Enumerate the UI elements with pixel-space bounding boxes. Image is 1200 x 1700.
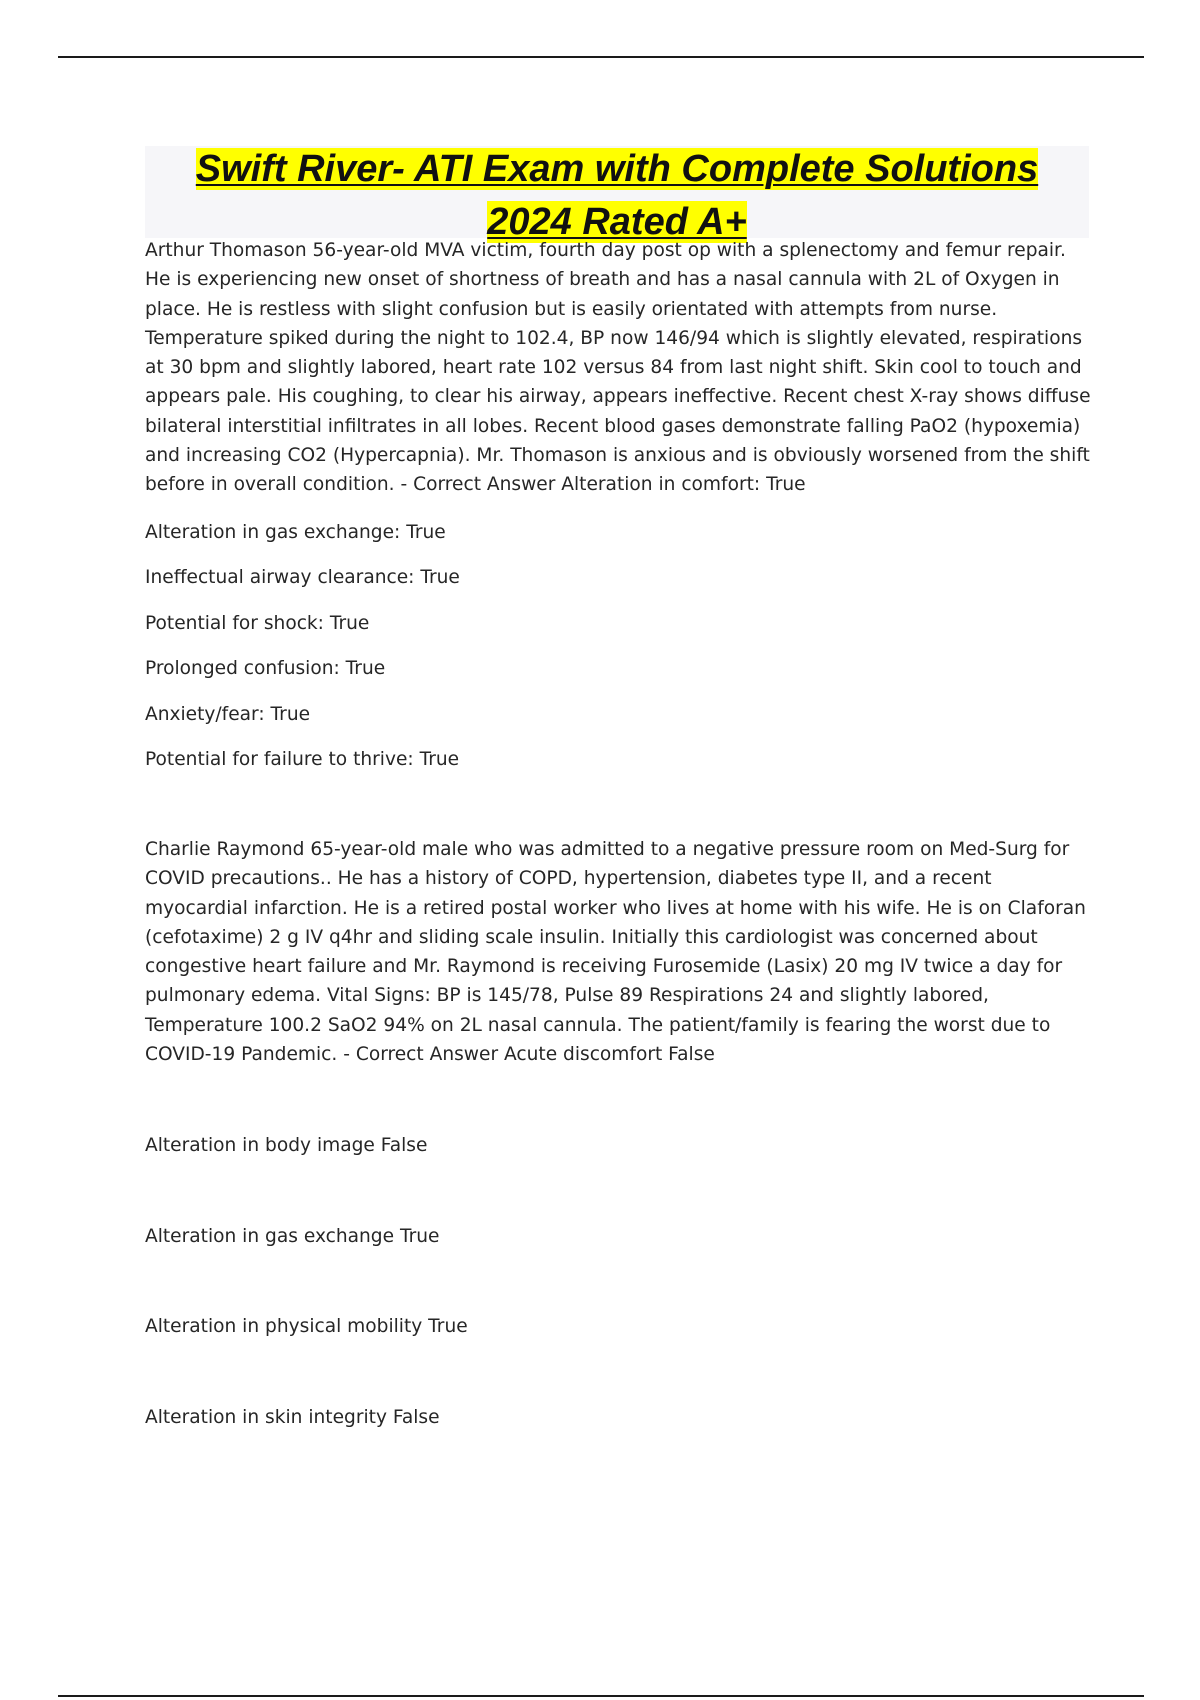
case1-answer: Prolonged confusion: True xyxy=(145,658,386,679)
case1-paragraph: Arthur Thomason 56-year-old MVA victim, fourth day post op with a splenectomy and femur repair. He is experiencing new onset of shortness of breath and has a nasal cannula with 2L of Oxygen in place. He is restless with slight confusion but is easily orientated with attempts from nurse. Temperature spiked during the night to 102.4, BP now 146/94 which is slightly elevated, respirations at 30 bpm and slightly labored, heart rate 102 versus 84 from last night shift. Skin cool to touch and appears pale. His coughing, to clear his airway, appears ineffective. Recent chest X-ray shows diffuse bilateral interstitial infiltrates in all lobes. Recent blood gases demonstrate falling PaO2 (hypoxemia) and increasing CO2 (Hypercapnia). Mr. Thomason is anxious and is obviously worsened from the shift before in overall condition. - Correct Answer Alteration in comfort: True xyxy=(145,240,1091,496)
case2-answer: Alteration in skin integrity False xyxy=(145,1407,440,1428)
case1-answer: Potential for failure to thrive: True xyxy=(145,749,460,770)
case2-answer: Alteration in physical mobility True xyxy=(145,1316,468,1337)
case2-paragraph: Charlie Raymond 65-year-old male who was admitted to a negative pressure room on Med-Surg for COVID precautions.. He has a history of COPD, hypertension, diabetes type II, and a recent myocardial infarction. He is a retired postal worker who lives at home with his wife. He is on Claforan (cefotaxime) 2 g IV q4hr and sliding scale insulin. Initially this cardiologist was concerned about congestive heart failure and Mr. Raymond is receiving Furosemide (Lasix) 20 mg IV twice a day for pulmonary edema. Vital Signs: BP is 145/78, Pulse 89 Respirations 24 and slightly labored, Temperature 100.2 SaO2 94% on 2L nasal cannula. The patient/family is fearing the worst due to COVID-19 Pandemic. - Correct Answer Acute discomfort False xyxy=(145,839,1086,1066)
case1-answer: Ineffectual airway clearance: True xyxy=(145,567,460,588)
title-line-1: Swift River- ATI Exam with Complete Solutions xyxy=(195,148,1039,190)
top-divider xyxy=(58,56,1144,58)
case1-section xyxy=(145,236,1095,500)
document-title xyxy=(145,146,1089,243)
bottom-divider xyxy=(58,1695,1144,1697)
case1-answer: Potential for shock: True xyxy=(145,613,370,634)
case1-answer: Alteration in gas exchange: True xyxy=(145,522,446,543)
title-line-2: 2024 Rated A+ xyxy=(487,201,747,243)
case2-section xyxy=(145,835,1095,1069)
case1-answer: Anxiety/fear: True xyxy=(145,704,311,725)
case2-answer: Alteration in gas exchange True xyxy=(145,1226,440,1247)
case2-answer: Alteration in body image False xyxy=(145,1135,428,1156)
